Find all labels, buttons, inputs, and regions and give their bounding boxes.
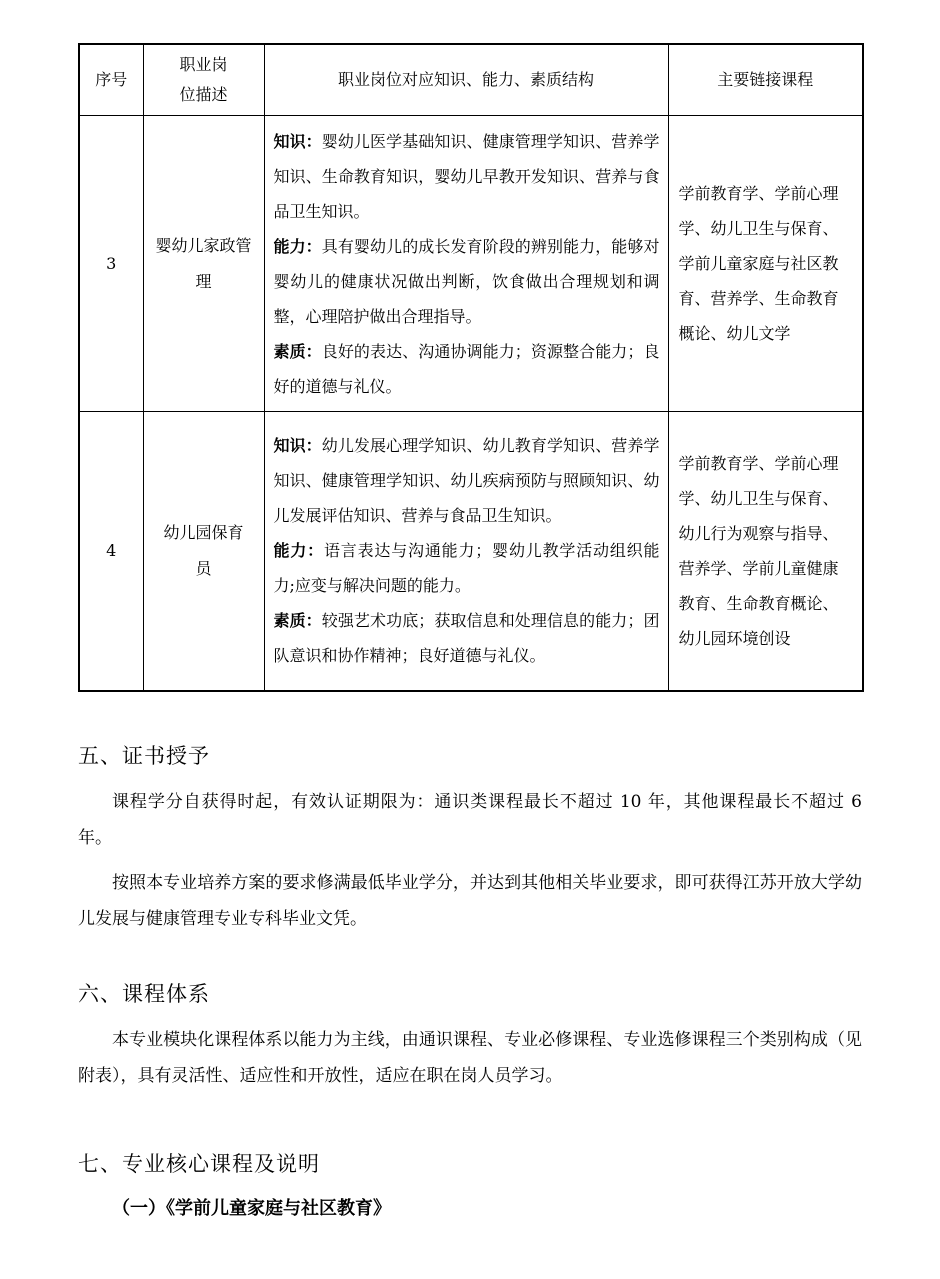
row-structure [264,116,668,412]
section-7-subheading: （一）《学前儿童家庭与社区教育》 [112,1198,391,1219]
section-5-heading: 五、证书授予 [78,744,210,768]
quality-line [274,603,660,673]
knowledge-line [274,124,660,229]
job-structure-table [78,43,864,692]
knowledge-line [274,428,660,533]
quality-text: 较强艺术功底；获取信息和处理信息的能力；团队意识和协作精神；良好道德与礼仪。 [273,611,660,666]
header-courses: 主要链接课程 [668,44,863,116]
quality-label: 素质： [273,611,322,631]
table-row [79,412,863,691]
table-row [79,116,863,412]
quality-text: 良好的表达、沟通协调能力；资源整合能力；良好的道德与礼仪。 [273,341,660,396]
quality-label: 素质： [273,341,322,361]
ability-line [274,533,660,603]
section-5-paragraph-2: 按照本专业培养方案的要求修满最低毕业学分，并达到其他相关毕业要求，即可获得江苏开放大学幼儿发展与健康管理专业专科毕业文凭。 [78,873,862,929]
knowledge-label: 知识： [273,436,322,456]
ability-label: 能力： [273,541,324,561]
row-structure [264,412,668,691]
section-5-paragraph-1: 课程学分自获得时起，有效认证期限为：通识类课程最长不超过 10 年，其他课程最长不超过 6 年。 [78,792,862,848]
section-6-heading: 六、课程体系 [78,982,210,1006]
knowledge-text: 幼儿发展心理学知识、幼儿教育学知识、营养学知识、健康管理学知识、幼儿疾病预防与照顾知识、幼儿发展评估知识、营养与食品卫生知识。 [273,436,660,526]
row-position [143,412,264,691]
section-6-paragraph-1: 本专业模块化课程体系以能力为主线，由通识课程、专业必修课程、专业选修课程三个类别构成（见附表），具有灵活性、适应性和开放性，适应在职在岗人员学习。 [78,1030,862,1086]
ability-label: 能力： [273,236,322,256]
ability-line [274,229,660,334]
header-position-text: 职业岗位描述 [179,55,228,104]
row-courses: 学前教育学、学前心理学、幼儿卫生与保育、学前儿童家庭与社区教育、营养学、生命教育概论、幼儿文学 [668,116,863,412]
ability-text: 语言表达与沟通能力；婴幼儿教学活动组织能力;应变与解决问题的能力。 [273,541,660,596]
table-header-row [79,44,863,116]
row-position-text: 婴幼儿家政管理 [155,235,252,291]
section-7-heading: 七、专业核心课程及说明 [78,1152,320,1176]
knowledge-text: 婴幼儿医学基础知识、健康管理学知识、营养学知识、生命教育知识，婴幼儿早教开发知识、营养与食品卫生知识。 [273,131,660,221]
row-index: 3 [79,116,143,412]
header-position [143,44,264,116]
row-index: 4 [79,412,143,691]
row-courses: 学前教育学、学前心理学、幼儿卫生与保育、幼儿行为观察与指导、营养学、学前儿童健康教育、生命教育概论、幼儿园环境创设 [668,412,863,691]
row-position [143,116,264,412]
header-index: 序号 [79,44,143,116]
header-structure: 职业岗位对应知识、能力、素质结构 [264,44,668,116]
knowledge-label: 知识： [273,131,322,151]
row-position-text: 幼儿园保育员 [163,522,244,578]
quality-line [274,334,660,404]
ability-text: 具有婴幼儿的成长发育阶段的辨别能力，能够对婴幼儿的健康状况做出判断，饮食做出合理规划和调整，心理陪护做出合理指导。 [273,236,660,326]
